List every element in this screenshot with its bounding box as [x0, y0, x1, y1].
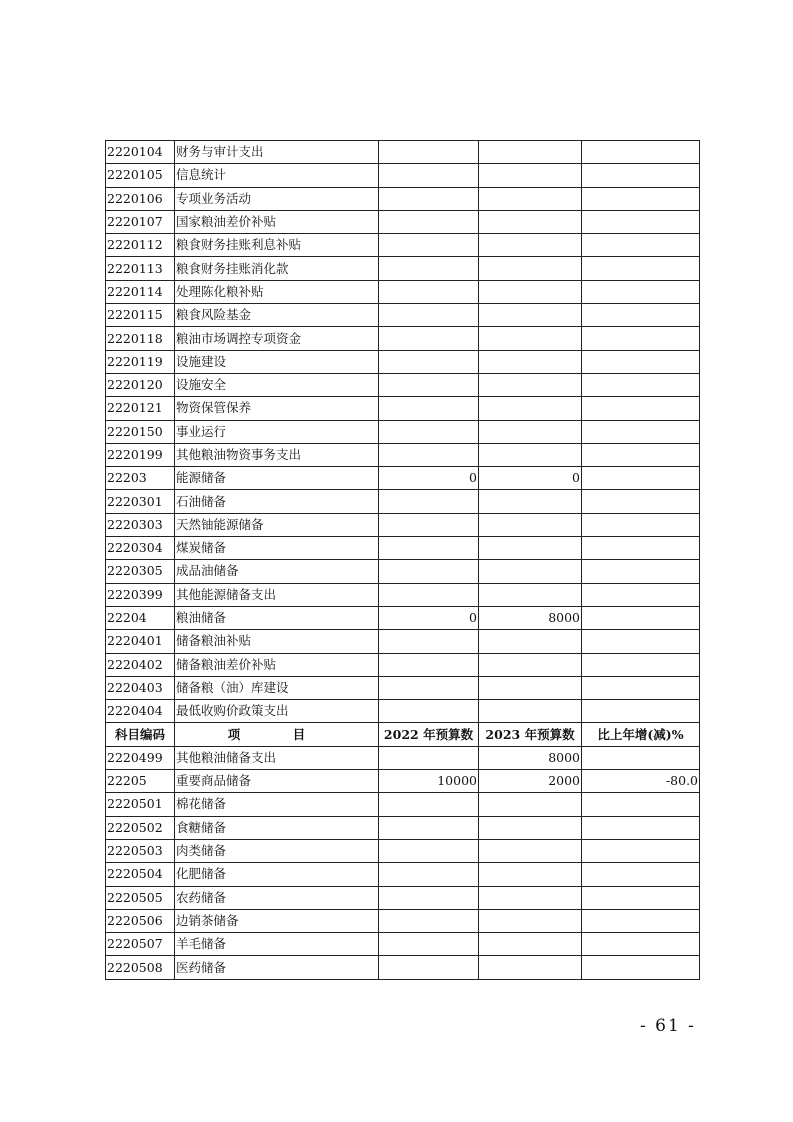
cell-code: 2220504: [106, 863, 175, 886]
cell-budget-2022: [379, 187, 479, 210]
cell-budget-2022: [379, 397, 479, 420]
cell-budget-2023: [479, 420, 582, 443]
table-row: [106, 676, 700, 699]
cell-budget-2023: [479, 490, 582, 513]
table-row: [106, 210, 700, 233]
cell-budget-2023: [479, 210, 582, 233]
cell-code: 2220507: [106, 933, 175, 956]
cell-budget-2023: [479, 700, 582, 723]
cell-name: 粮食财务挂账消化款: [175, 257, 379, 280]
cell-name: 信息统计: [175, 164, 379, 187]
cell-name: 设施建设: [175, 350, 379, 373]
cell-name: 农药储备: [175, 886, 379, 909]
cell-change: [582, 420, 700, 443]
cell-name: 储备粮（油）库建设: [175, 676, 379, 699]
cell-code: 2220304: [106, 537, 175, 560]
budget-table: [105, 140, 700, 980]
cell-code: 2220105: [106, 164, 175, 187]
table-row: [106, 863, 700, 886]
table-row: [106, 513, 700, 536]
cell-name: 粮食风险基金: [175, 304, 379, 327]
cell-code: 2220501: [106, 793, 175, 816]
cell-name: 专项业务活动: [175, 187, 379, 210]
cell-name: 边销茶储备: [175, 909, 379, 932]
cell-budget-2022: [379, 863, 479, 886]
cell-change: [582, 839, 700, 862]
cell-budget-2022: [379, 234, 479, 257]
cell-name: 物资保管保养: [175, 397, 379, 420]
cell-budget-2023: [479, 304, 582, 327]
cell-budget-2022: [379, 537, 479, 560]
cell-name: 粮油储备: [175, 606, 379, 629]
cell-code: 2220301: [106, 490, 175, 513]
cell-name: 肉类储备: [175, 839, 379, 862]
cell-code: 2220508: [106, 956, 175, 979]
cell-change: [582, 956, 700, 979]
cell-code: 2220404: [106, 700, 175, 723]
cell-code: 2220399: [106, 583, 175, 606]
cell-budget-2023: [479, 234, 582, 257]
cell-change: [582, 560, 700, 583]
table-row: [106, 327, 700, 350]
cell-change: -80.0: [582, 770, 700, 793]
header-change: 比上年增(减)%: [582, 723, 700, 746]
cell-budget-2022: [379, 746, 479, 769]
cell-budget-2022: [379, 443, 479, 466]
table-row: [106, 956, 700, 979]
cell-budget-2023: [479, 537, 582, 560]
cell-name: 羊毛储备: [175, 933, 379, 956]
cell-name: 粮食财务挂账利息补贴: [175, 234, 379, 257]
header-budget-2023: 2023 年预算数: [479, 723, 582, 746]
cell-code: 2220505: [106, 886, 175, 909]
cell-change: [582, 583, 700, 606]
cell-budget-2023: [479, 350, 582, 373]
cell-budget-2023: [479, 257, 582, 280]
cell-budget-2022: [379, 653, 479, 676]
cell-budget-2023: [479, 397, 582, 420]
cell-code: 22204: [106, 606, 175, 629]
cell-budget-2022: [379, 793, 479, 816]
cell-budget-2022: [379, 583, 479, 606]
cell-budget-2022: [379, 327, 479, 350]
cell-budget-2022: 0: [379, 606, 479, 629]
cell-code: 2220106: [106, 187, 175, 210]
cell-change: [582, 280, 700, 303]
table-row: [106, 280, 700, 303]
cell-budget-2022: [379, 513, 479, 536]
cell-budget-2022: [379, 164, 479, 187]
cell-budget-2022: [379, 280, 479, 303]
table-row: [106, 350, 700, 373]
cell-budget-2023: 8000: [479, 606, 582, 629]
cell-budget-2023: [479, 513, 582, 536]
cell-name: 其他粮油储备支出: [175, 746, 379, 769]
cell-code: 2220118: [106, 327, 175, 350]
cell-change: [582, 513, 700, 536]
cell-budget-2022: [379, 490, 479, 513]
table-row: [106, 816, 700, 839]
cell-budget-2023: [479, 793, 582, 816]
cell-budget-2023: [479, 443, 582, 466]
cell-budget-2023: [479, 583, 582, 606]
cell-budget-2023: [479, 839, 582, 862]
cell-budget-2022: [379, 630, 479, 653]
cell-code: 2220114: [106, 280, 175, 303]
cell-code: 22205: [106, 770, 175, 793]
cell-budget-2022: 10000: [379, 770, 479, 793]
cell-change: [582, 327, 700, 350]
table-row: [106, 606, 700, 629]
cell-code: 2220403: [106, 676, 175, 699]
cell-name: 其他能源储备支出: [175, 583, 379, 606]
cell-change: [582, 700, 700, 723]
table-row: [106, 420, 700, 443]
cell-budget-2023: 0: [479, 467, 582, 490]
cell-code: 2220150: [106, 420, 175, 443]
cell-code: 2220115: [106, 304, 175, 327]
cell-name: 天然铀能源储备: [175, 513, 379, 536]
table-row: [106, 164, 700, 187]
table-row: [106, 583, 700, 606]
table-row: [106, 793, 700, 816]
cell-change: [582, 443, 700, 466]
table-row: [106, 653, 700, 676]
cell-budget-2022: [379, 700, 479, 723]
cell-budget-2022: [379, 257, 479, 280]
cell-budget-2023: [479, 909, 582, 932]
cell-name: 重要商品储备: [175, 770, 379, 793]
cell-budget-2023: [479, 933, 582, 956]
cell-name: 化肥储备: [175, 863, 379, 886]
cell-change: [582, 816, 700, 839]
table-body-top: [106, 141, 700, 723]
cell-budget-2023: [479, 956, 582, 979]
cell-budget-2023: [479, 863, 582, 886]
cell-code: 2220121: [106, 397, 175, 420]
cell-budget-2022: [379, 141, 479, 164]
cell-code: 2220401: [106, 630, 175, 653]
cell-name: 国家粮油差价补贴: [175, 210, 379, 233]
table-row: [106, 537, 700, 560]
cell-budget-2023: [479, 886, 582, 909]
table-row: [106, 490, 700, 513]
table-row: [106, 187, 700, 210]
cell-name: 煤炭储备: [175, 537, 379, 560]
table-row: [106, 234, 700, 257]
cell-budget-2022: 0: [379, 467, 479, 490]
cell-change: [582, 373, 700, 396]
cell-change: [582, 606, 700, 629]
cell-budget-2023: [479, 560, 582, 583]
table-header: [106, 723, 700, 746]
cell-change: [582, 933, 700, 956]
table-row: [106, 141, 700, 164]
table-row: [106, 886, 700, 909]
cell-change: [582, 141, 700, 164]
cell-budget-2022: [379, 420, 479, 443]
cell-code: 2220305: [106, 560, 175, 583]
cell-name: 棉花储备: [175, 793, 379, 816]
cell-change: [582, 397, 700, 420]
cell-change: [582, 676, 700, 699]
cell-code: 22203: [106, 467, 175, 490]
cell-budget-2023: 8000: [479, 746, 582, 769]
cell-name: 食糖储备: [175, 816, 379, 839]
cell-change: [582, 234, 700, 257]
cell-budget-2023: 2000: [479, 770, 582, 793]
cell-code: 2220303: [106, 513, 175, 536]
table-row: [106, 700, 700, 723]
cell-name: 储备粮油补贴: [175, 630, 379, 653]
table-body-bottom: [106, 746, 700, 979]
cell-code: 2220120: [106, 373, 175, 396]
cell-budget-2023: [479, 327, 582, 350]
cell-budget-2023: [479, 280, 582, 303]
cell-code: 2220503: [106, 839, 175, 862]
cell-code: 2220112: [106, 234, 175, 257]
cell-name: 成品油储备: [175, 560, 379, 583]
cell-code: 2220104: [106, 141, 175, 164]
cell-change: [582, 304, 700, 327]
cell-budget-2022: [379, 956, 479, 979]
header-code: 科目编码: [106, 723, 175, 746]
cell-name: 能源储备: [175, 467, 379, 490]
table-row: [106, 373, 700, 396]
cell-change: [582, 886, 700, 909]
cell-code: 2220119: [106, 350, 175, 373]
cell-change: [582, 653, 700, 676]
cell-change: [582, 746, 700, 769]
table-row: [106, 933, 700, 956]
cell-budget-2023: [479, 164, 582, 187]
table-row: [106, 770, 700, 793]
table-row: [106, 746, 700, 769]
cell-change: [582, 164, 700, 187]
cell-budget-2023: [479, 630, 582, 653]
table-row: [106, 443, 700, 466]
cell-change: [582, 863, 700, 886]
table-row: [106, 839, 700, 862]
cell-budget-2023: [479, 373, 582, 396]
table-row: [106, 304, 700, 327]
cell-name: 最低收购价政策支出: [175, 700, 379, 723]
cell-budget-2022: [379, 560, 479, 583]
cell-change: [582, 187, 700, 210]
cell-budget-2022: [379, 304, 479, 327]
cell-code: 2220107: [106, 210, 175, 233]
table-row: [106, 397, 700, 420]
page-number: - 61 -: [640, 1016, 696, 1036]
cell-budget-2022: [379, 933, 479, 956]
cell-name: 处理陈化粮补贴: [175, 280, 379, 303]
cell-change: [582, 490, 700, 513]
header-budget-2022: 2022 年预算数: [379, 723, 479, 746]
cell-change: [582, 467, 700, 490]
cell-change: [582, 537, 700, 560]
cell-change: [582, 210, 700, 233]
cell-code: 2220499: [106, 746, 175, 769]
cell-budget-2022: [379, 350, 479, 373]
table-row: [106, 467, 700, 490]
cell-name: 事业运行: [175, 420, 379, 443]
cell-name: 粮油市场调控专项资金: [175, 327, 379, 350]
header-name: 项 目: [175, 723, 379, 746]
cell-change: [582, 350, 700, 373]
cell-budget-2023: [479, 187, 582, 210]
cell-budget-2022: [379, 373, 479, 396]
cell-change: [582, 630, 700, 653]
cell-name: 其他粮油物资事务支出: [175, 443, 379, 466]
table-row: [106, 560, 700, 583]
cell-budget-2023: [479, 653, 582, 676]
cell-name: 医药储备: [175, 956, 379, 979]
cell-budget-2023: [479, 676, 582, 699]
cell-change: [582, 909, 700, 932]
cell-budget-2022: [379, 816, 479, 839]
cell-budget-2022: [379, 886, 479, 909]
cell-change: [582, 257, 700, 280]
cell-budget-2022: [379, 909, 479, 932]
cell-budget-2023: [479, 816, 582, 839]
cell-budget-2023: [479, 141, 582, 164]
table-row: [106, 257, 700, 280]
cell-name: 储备粮油差价补贴: [175, 653, 379, 676]
cell-code: 2220506: [106, 909, 175, 932]
table-row: [106, 630, 700, 653]
cell-name: 财务与审计支出: [175, 141, 379, 164]
cell-budget-2022: [379, 210, 479, 233]
cell-code: 2220402: [106, 653, 175, 676]
cell-change: [582, 793, 700, 816]
cell-budget-2022: [379, 676, 479, 699]
cell-name: 设施安全: [175, 373, 379, 396]
cell-code: 2220502: [106, 816, 175, 839]
cell-name: 石油储备: [175, 490, 379, 513]
cell-code: 2220199: [106, 443, 175, 466]
table-row: [106, 909, 700, 932]
header-row: [106, 723, 700, 746]
cell-budget-2022: [379, 839, 479, 862]
cell-code: 2220113: [106, 257, 175, 280]
